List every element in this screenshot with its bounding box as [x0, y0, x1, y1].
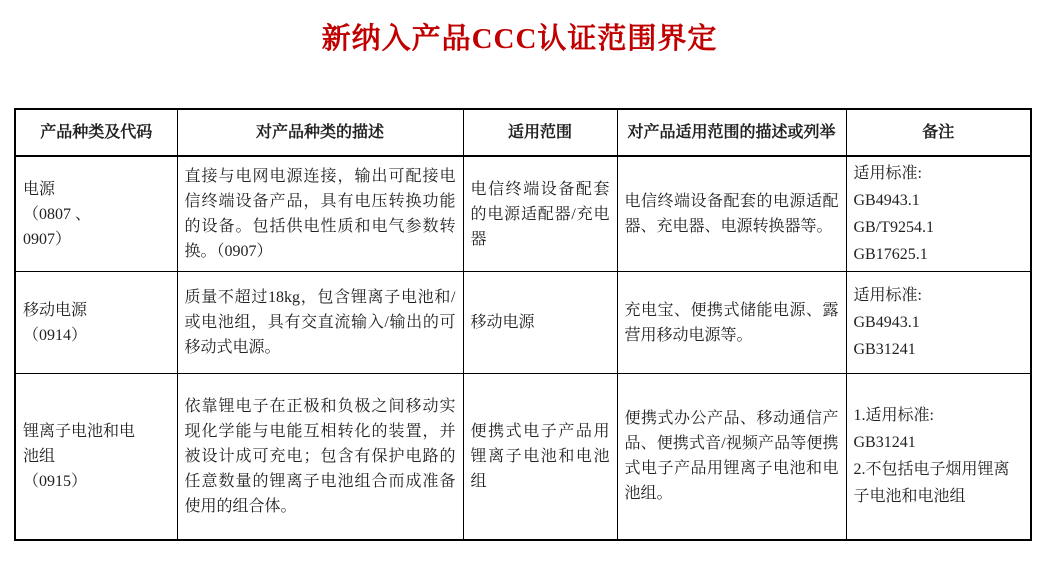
remark-line: GB31241 [853, 434, 916, 452]
header-product-description: 对产品种类的描述 [177, 109, 463, 156]
header-product-category: 产品种类及代码 [15, 109, 177, 156]
category-line: 锂离子电池和电 [23, 422, 136, 440]
table-row-power-supply [15, 156, 1031, 272]
page-title: 新纳入产品CCC认证范围界定 [321, 23, 718, 55]
cell-scope-desc-mobile-power: 充电宝、便携式储能电源、露营用移动电源等。 [617, 272, 846, 374]
category-line: （0807 、 [23, 205, 92, 223]
header-applicable-scope: 适用范围 [463, 109, 617, 156]
header-scope-description: 对产品适用范围的描述或列举 [617, 109, 846, 156]
cell-description-power: 直接与电网电源连接，输出可配接电信终端设备产品，具有电压转换功能的设备。包括供电性质和电气参数转换。（0907） [177, 156, 463, 272]
remark-line: 适用标准: [853, 165, 922, 182]
category-line: 移动电源 [23, 301, 88, 319]
category-line: 0907） [23, 230, 72, 248]
table-row-mobile-power [15, 272, 1031, 374]
remark-line: GB4943.1 [853, 192, 920, 209]
cell-category-power [15, 156, 177, 272]
table-row-lithium-battery [15, 374, 1031, 540]
remark-line: GB17625.1 [853, 246, 928, 263]
table-header-row [15, 109, 1031, 156]
cell-description-battery: 依靠锂电子在正极和负极之间移动实现化学能与电能互相转化的装置，并被设计成可充电；包含有保护电路的任意数量的锂离子电池组合而成准备使用的组合体。 [177, 374, 463, 540]
remark-line: GB/T9254.1 [853, 219, 934, 236]
remark-line: GB4943.1 [853, 314, 920, 331]
category-line: 电源 [23, 180, 56, 198]
cell-description-mobile-power: 质量不超过18kg，包含锂离子电池和/或电池组，具有交直流输入/输出的可移动式电源。 [177, 272, 463, 374]
cell-remark-mobile-power [846, 272, 1031, 374]
remark-line: 2.不包括电子烟用锂离子电池和电池组 [853, 461, 1010, 506]
category-line: 池组 [23, 447, 56, 465]
category-line: （0915） [23, 472, 88, 490]
cell-remark-power [846, 156, 1031, 272]
cell-scope-mobile-power: 移动电源 [463, 272, 617, 374]
cell-scope-power: 电信终端设备配套的电源适配器/充电器 [463, 156, 617, 272]
cell-category-battery [15, 374, 177, 540]
remark-line: 1.适用标准: [853, 407, 934, 425]
remark-line: GB31241 [853, 341, 916, 358]
cell-category-mobile-power [15, 272, 177, 374]
remark-line: 适用标准: [853, 287, 922, 304]
cell-scope-desc-battery: 便携式办公产品、移动通信产品、便携式音/视频产品等便携式电子产品用锂离子电池和电池组。 [617, 374, 846, 540]
cell-scope-desc-power: 电信终端设备配套的电源适配器、充电器、电源转换器等。 [617, 156, 846, 272]
ccc-scope-table [14, 108, 1032, 541]
header-remarks: 备注 [846, 109, 1031, 156]
cell-remark-battery [846, 374, 1031, 540]
category-line: （0914） [23, 326, 88, 344]
cell-scope-battery: 便携式电子产品用锂离子电池和电池组 [463, 374, 617, 540]
